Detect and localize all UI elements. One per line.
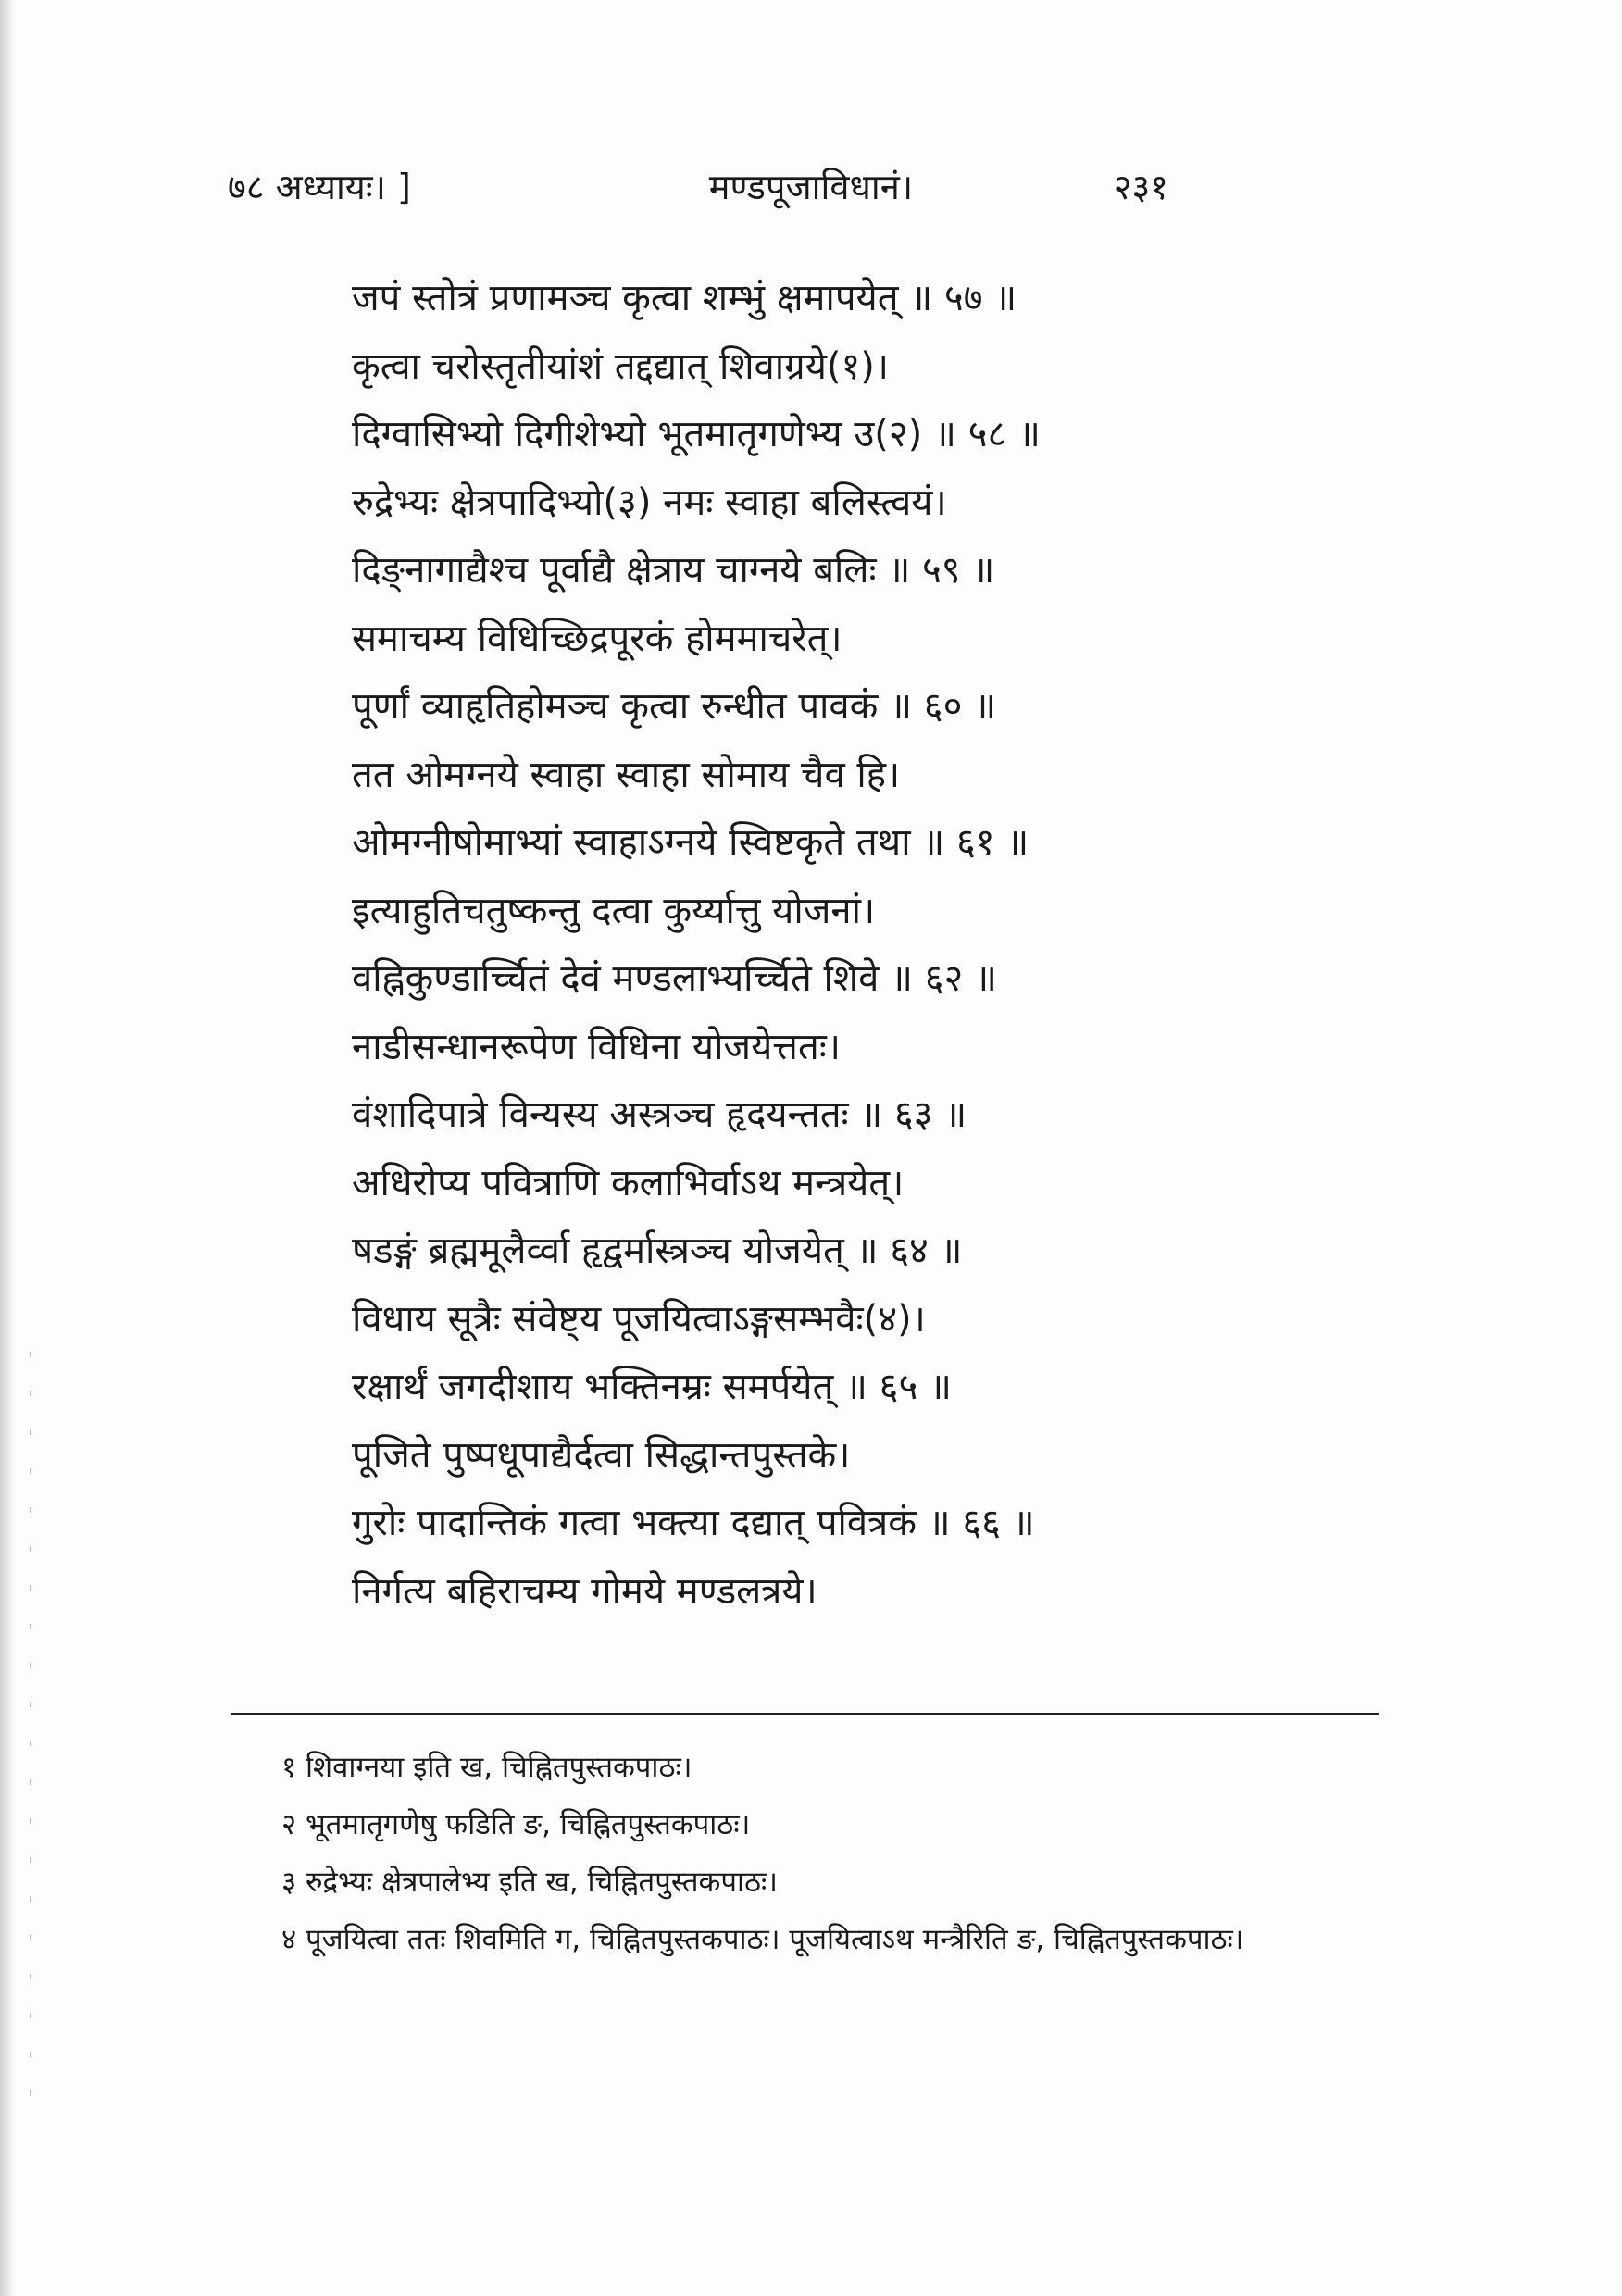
footnotes — [231, 1739, 1379, 1968]
verse-line: पूजिते पुष्पधूपाद्यैर्दत्वा सिद्धान्तपुस्तके। — [352, 1433, 851, 1477]
header-chapter: ७८ अध्यायः। ] — [228, 167, 411, 207]
verse-line: रुद्रेभ्यः क्षेत्रपादिभ्यो(३) नमः स्वाहा बलिस्त्वयं। — [352, 480, 947, 524]
footnote: ३ रुद्रेभ्यः क्षेत्रपालेभ्य इति ख, चिह्नितपुस्तकपाठः। — [281, 1866, 779, 1899]
verse-line: कृत्वा चरोस्तृतीयांशं तद्दद्यात् शिवाग्रये(१)। — [352, 344, 890, 388]
footnote: २ भूतमातृगणेषु फडिति ङ, चिह्नितपुस्तकपाठः। — [281, 1808, 751, 1841]
verse-line: विधाय सूत्रैः संवेष्ट्य पूजयित्वाऽङ्गसम्भवैः(४)। — [352, 1297, 926, 1341]
footnote-divider — [231, 1713, 1379, 1715]
verse-line: दिग्वासिभ्यो दिगीशेभ्यो भूतमातृगणेभ्य उ(२) ॥ ५८ ॥ — [352, 413, 1041, 455]
verse-line: पूर्णां व्याहृतिहोमञ्च कृत्वा रुन्धीत पावकं ॥ ६० ॥ — [352, 685, 997, 728]
verse-line: समाचम्य विधिच्छिद्रपूरकं होममाचरेत्। — [352, 617, 842, 660]
verse-block — [352, 265, 1278, 1626]
verse-line: वह्निकुण्डार्च्चितं देवं मण्डलाभ्यर्च्चिते शिवे ॥ ६२ ॥ — [352, 957, 997, 1000]
verse-line: रक्षार्थं जगदीशाय भक्तिनम्रः समर्पयेत् ॥ ६५ ॥ — [352, 1366, 952, 1408]
verse-line: तत ओमग्नये स्वाहा स्वाहा सोमाय चैव हि। — [352, 753, 901, 796]
verse-line: गुरोः पादान्तिकं गत्वा भक्त्या दद्यात् पवित्रकं ॥ ६६ ॥ — [352, 1502, 1035, 1544]
verse-line: इत्याहुतिचतुष्कन्तु दत्वा कुर्य्यात्तु योजनां। — [352, 889, 876, 932]
verse-line: ओमग्नीषोमाभ्यां स्वाहाऽग्नये स्विष्टकृते तथा ॥ ६१ ॥ — [352, 821, 1029, 864]
verse-line: दिङ्नागाद्यैश्च पूर्वाद्यै क्षेत्राय चाग्नये बलिः ॥ ५९ ॥ — [352, 549, 995, 592]
footnote-text: ४ पूजयित्वा ततः शिवमिति ग, चिह्नितपुस्तकपाठः। पूजयित्वाऽथ मन्त्रैरिति ङ, चिह्नितपुस्तकपाठः। — [281, 1923, 1244, 1956]
verse-line: निर्गत्य बहिराचम्य गोमये मण्डलत्रये। — [352, 1569, 817, 1613]
verse-line: षडङ्गं ब्रह्ममूलैर्व्वा हृद्वर्मास्त्रञ्च योजयेत् ॥ ६४ ॥ — [352, 1229, 963, 1272]
page-edge-shadow — [0, 0, 17, 2296]
header-title: मण्डपूजाविधानं। — [708, 167, 914, 207]
verse-line: वंशादिपात्रे विन्यस्य अस्त्रञ्च हृदयन्ततः ॥ ६३ ॥ — [352, 1093, 967, 1136]
page-number: २३१ — [1113, 167, 1168, 207]
footnote — [231, 1911, 1379, 1968]
running-header — [0, 159, 1622, 215]
verse-line: नाडीसन्धानरूपेण विधिना योजयेत्ततः। — [352, 1025, 841, 1068]
page-edge-marks — [30, 1352, 31, 2111]
verse-line: जपं स्तोत्रं प्रणामञ्च कृत्वा शम्भुं क्षमापयेत् ॥ ५७ ॥ — [352, 277, 1017, 319]
footnote: १ शिवाग्नया इति ख, चिह्नितपुस्तकपाठः। — [281, 1751, 692, 1784]
verse-line: अधिरोप्य पवित्राणि कलाभिर्वाऽथ मन्त्रयेत्। — [352, 1161, 905, 1204]
